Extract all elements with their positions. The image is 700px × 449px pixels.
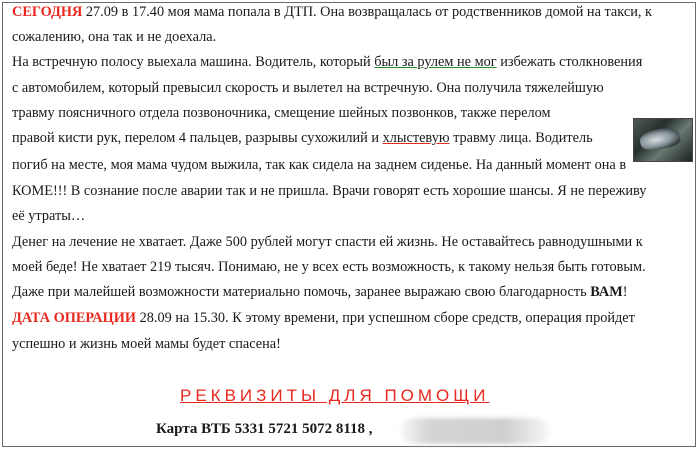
text-segment: Даже при малейшей возможности материально помочь, заранее выражаю свою благодарность bbox=[12, 284, 591, 300]
text-segment: травму лица. Водитель bbox=[449, 130, 593, 146]
underlined-phrase: был за рулем не мог bbox=[374, 54, 497, 70]
text-segment: На встречную полосу выехала машина. Водитель, который bbox=[12, 54, 375, 70]
accident-photo bbox=[633, 118, 693, 162]
text-line-2: сожалению, она так и не доехала. bbox=[12, 29, 217, 45]
text-line-5: травму поясничного отдела позвоночника, смещение шейных позвонков, также перелом bbox=[12, 105, 551, 121]
text-segment: 28.09 на 15.30. К этому времени, при успешном сборе средств, операция пройдет bbox=[136, 310, 635, 326]
text-line-1 bbox=[12, 3, 652, 21]
text-line-8: КОМЕ!!! В сознание после аварии так и не пришла. Врачи говорят есть хорошие шансы. Я не переживу bbox=[12, 183, 647, 199]
today-label: СЕГОДНЯ bbox=[12, 4, 83, 20]
text-line-4: с автомобилем, который превысил скорость и вылетел на встречную. Она получила тяжелейшую bbox=[12, 80, 604, 96]
text-line-9: её утраты… bbox=[12, 208, 86, 224]
payment-details-heading: РЕКВИЗИТЫ ДЛЯ ПОМОЩИ bbox=[180, 386, 490, 405]
text-segment: 27.09 в 17.40 моя мама попала в ДТП. Она возвращалась от родственников домой на такси, к bbox=[82, 4, 652, 20]
redaction-blur bbox=[400, 418, 550, 444]
text-line-11: моей беде! Не хватает 219 тысяч. Понимаю, не у всех есть возможность, к такому нельзя быть готовым. bbox=[12, 259, 646, 275]
underlined-word: хлыстевую bbox=[382, 130, 450, 146]
text-line-6 bbox=[12, 129, 593, 147]
emphasis-word: ВАМ bbox=[590, 284, 623, 300]
bank-card-number: Карта ВТБ 5331 5721 5072 8118 , bbox=[156, 421, 373, 437]
text-line-3 bbox=[12, 53, 642, 71]
text-line-13 bbox=[12, 309, 635, 327]
text-line-7: погиб на месте, моя мама чудом выжила, так как сидела на заднем сиденье. На данный момент она в bbox=[12, 157, 627, 173]
text-line-14: успешно и жизнь моей мамы будет спасена! bbox=[12, 336, 281, 352]
text-line-12 bbox=[12, 283, 627, 301]
operation-date-label: ДАТА ОПЕРАЦИИ bbox=[12, 310, 136, 326]
text-line-10: Денег на лечение не хватает. Даже 500 рублей могут спасти ей жизнь. Не оставайтесь равнодушными к bbox=[12, 234, 643, 250]
text-segment: правой кисти рук, перелом 4 пальцев, разрывы сухожилий и bbox=[12, 130, 383, 146]
text-segment: ! bbox=[622, 284, 628, 300]
text-segment: избежать столкновения bbox=[496, 54, 643, 70]
